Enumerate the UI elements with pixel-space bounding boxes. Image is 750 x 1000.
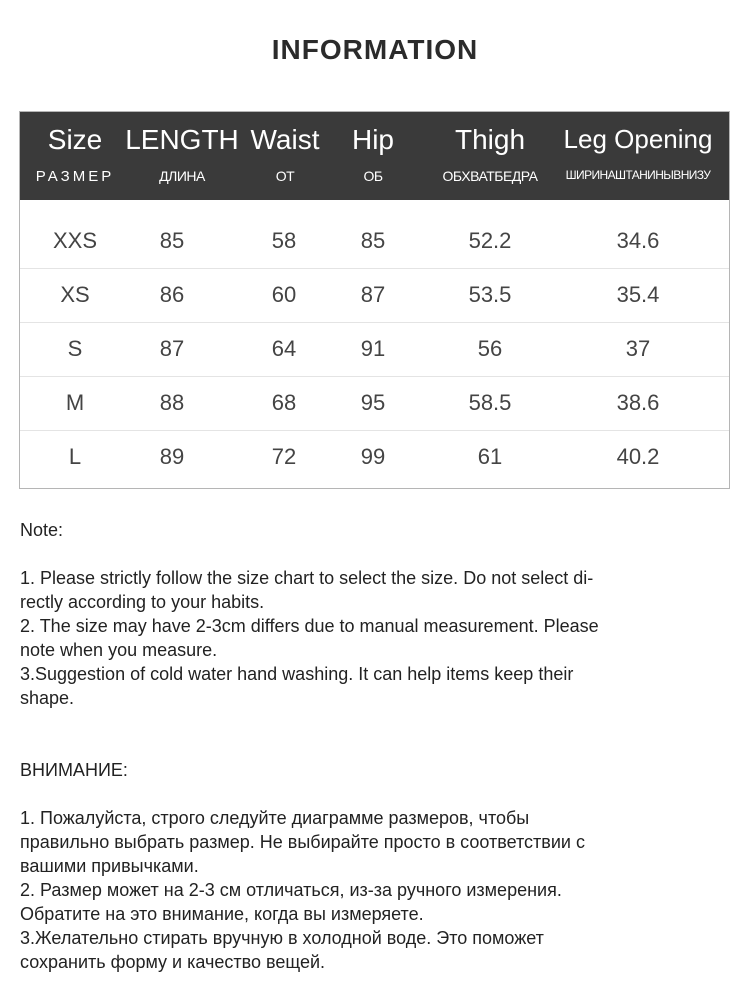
cell-hip: 99 — [360, 444, 386, 469]
cell-size: XXS — [52, 228, 98, 253]
header-label-ru: ШИРИНАШТАНИНЫВНИЗУ — [565, 168, 711, 182]
header-size — [20, 112, 130, 200]
cell-size: S — [67, 336, 83, 361]
note-line-ru: сохранить форму и качество вещей. — [20, 952, 326, 972]
note-heading-en: Note: — [20, 520, 64, 540]
cell-length: 86 — [159, 282, 185, 307]
cell-size: L — [68, 444, 82, 469]
note-line-en: note when you measure. — [20, 640, 218, 660]
header-length — [122, 112, 242, 200]
cell-waist: 60 — [271, 282, 297, 307]
cell-length: 87 — [159, 336, 185, 361]
note-line-ru: 3.Желательно стирать вручную в холодной воде. Это поможет — [20, 928, 544, 948]
header-label-ru: РАЗМЕР — [35, 168, 115, 185]
table-header — [20, 112, 729, 200]
cell-leg-opening: 35.4 — [616, 282, 660, 307]
table-row — [20, 376, 729, 431]
note-line-en: 3.Suggestion of cold water hand washing. It can help items keep their — [20, 664, 574, 684]
table-row — [20, 322, 729, 377]
cell-leg-opening: 37 — [625, 336, 651, 361]
header-leg-opening — [554, 112, 722, 200]
header-thigh — [430, 112, 550, 200]
header-label-ru: ДЛИНА — [159, 168, 205, 184]
header-label-ru: ОБХВАТБЕДРА — [442, 168, 538, 184]
cell-waist: 68 — [271, 390, 297, 415]
cell-size: M — [65, 390, 85, 415]
note-line-ru: вашими привычками. — [20, 856, 199, 876]
cell-hip: 91 — [360, 336, 386, 361]
note-line-ru: Обратите на это внимание, когда вы измеряете. — [20, 904, 424, 924]
header-label-en: Leg Opening — [563, 124, 713, 154]
header-label-ru: ОБ — [363, 168, 383, 184]
note-line-en: 1. Please strictly follow the size chart to select the size. Do not select di- — [20, 568, 594, 588]
table-row — [20, 430, 729, 484]
header-label-ru: ОТ — [275, 168, 295, 184]
cell-hip: 87 — [360, 282, 386, 307]
header-waist — [245, 112, 325, 200]
header-label-en: Hip — [351, 124, 394, 155]
header-label-en: LENGTH — [125, 124, 239, 155]
cell-thigh: 61 — [477, 444, 503, 469]
header-label-en: Waist — [250, 124, 320, 155]
cell-hip: 95 — [360, 390, 386, 415]
cell-thigh: 52.2 — [468, 228, 512, 253]
cell-leg-opening: 40.2 — [616, 444, 660, 469]
cell-leg-opening: 34.6 — [616, 228, 660, 253]
note-line-ru: правильно выбрать размер. Не выбирайте просто в соответствии с — [20, 832, 585, 852]
cell-waist: 64 — [271, 336, 297, 361]
table-row — [20, 214, 729, 269]
cell-leg-opening: 38.6 — [616, 390, 660, 415]
note-line-ru: 2. Размер может на 2-3 см отличаться, из-за ручного измерения. — [20, 880, 562, 900]
header-label-en: Size — [47, 124, 103, 155]
note-line-en: 2. The size may have 2-3cm differs due to manual measurement. Please — [20, 616, 599, 636]
header-label-en: Thigh — [454, 124, 526, 155]
size-chart-table — [19, 111, 730, 489]
table-row — [20, 268, 729, 323]
cell-hip: 85 — [360, 228, 386, 253]
cell-length: 89 — [159, 444, 185, 469]
header-hip — [338, 112, 408, 200]
cell-thigh: 56 — [477, 336, 503, 361]
cell-length: 85 — [159, 228, 185, 253]
cell-thigh: 53.5 — [468, 282, 512, 307]
cell-waist: 58 — [271, 228, 297, 253]
cell-thigh: 58.5 — [468, 390, 512, 415]
note-line-ru: 1. Пожалуйста, строго следуйте диаграмме размеров, чтобы — [20, 808, 530, 828]
cell-length: 88 — [159, 390, 185, 415]
note-heading-ru: ВНИМАНИЕ: — [20, 760, 128, 780]
cell-waist: 72 — [271, 444, 297, 469]
note-line-en: rectly according to your habits. — [20, 592, 265, 612]
note-line-en: shape. — [20, 688, 75, 708]
page-title: INFORMATION — [271, 34, 479, 65]
notes-section — [20, 518, 710, 974]
cell-size: XS — [60, 282, 90, 307]
